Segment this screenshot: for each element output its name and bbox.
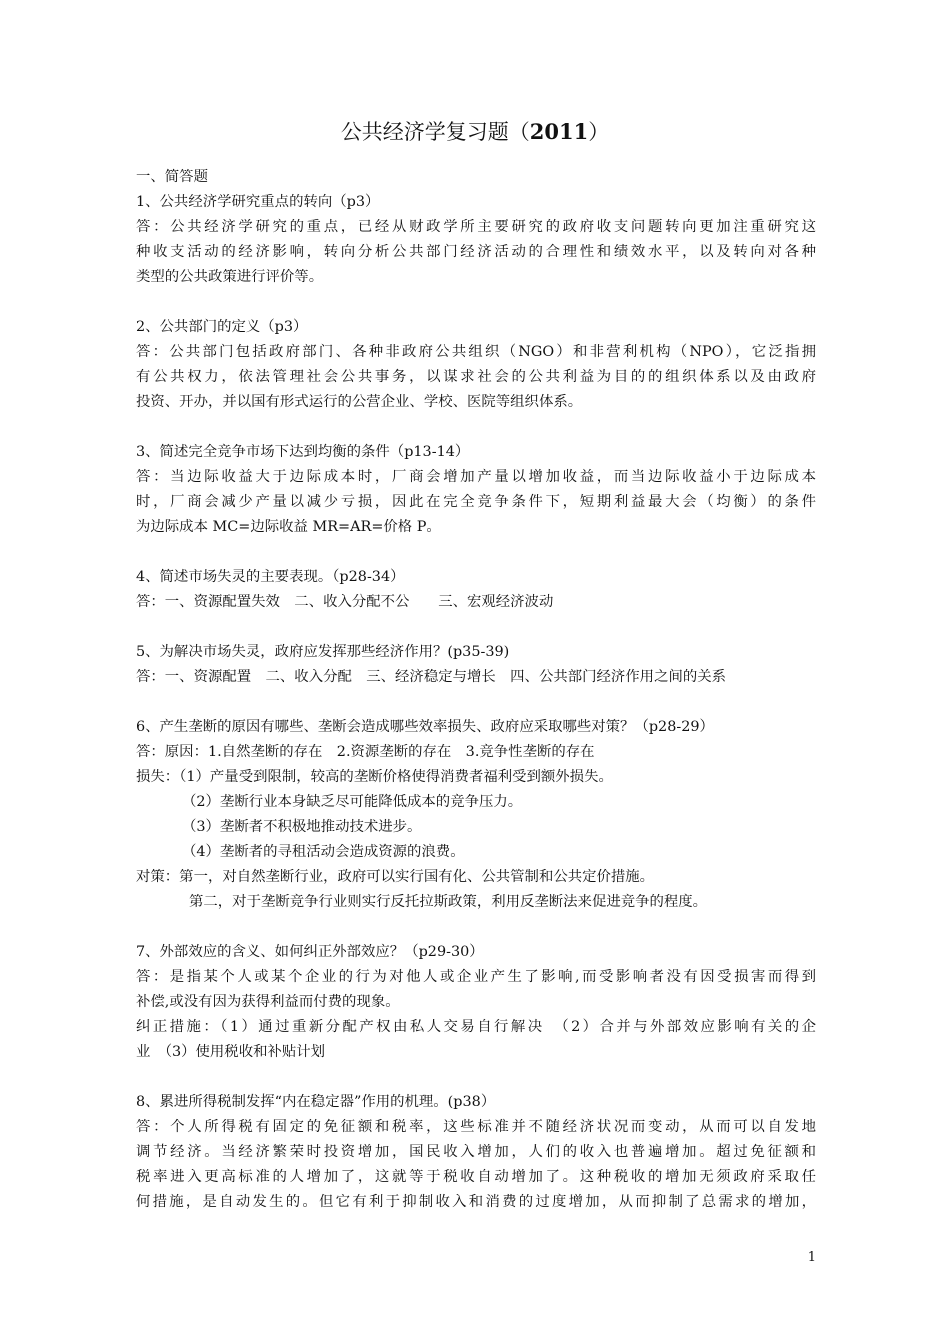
answer-8-line-4: 何措施，是自动发生的。但它有利于抑制收入和消费的过度增加，从而抑制了总需求的增加，: [136, 1194, 816, 1210]
answer-6-measure-1: 对策：第一，对自然垄断行业，政府可以实行国有化、公共管制和公共定价措施。: [136, 869, 655, 885]
title-suffix: ）: [588, 120, 610, 144]
paragraph-gap: [136, 290, 816, 315]
answer-7-line-2: 补偿,或没有因为获得利益而付费的现象。: [136, 994, 400, 1010]
title-year: 2011: [529, 119, 589, 144]
title-prefix: 公共经济学复习题（: [340, 120, 530, 144]
answer-6-loss-1: 损失：（1）产量受到限制，较高的垄断价格使得消费者福利受到额外损失。: [136, 769, 613, 785]
section-heading: 一、简答题: [136, 169, 208, 185]
answer-6-loss-4: （4）垄断者的寻租活动会造成资源的浪费。: [182, 844, 465, 860]
paragraph-gap: [136, 415, 816, 440]
answer-1-line-1: 答：公共经济学研究的重点，已经从财政学所主要研究的政府收支问题转向更加注重研究这: [136, 219, 816, 235]
answer-7-line-3: 纠正措施：（1）通过重新分配产权由私人交易自行解决 （2）合并与外部效应影响有关的企: [136, 1019, 816, 1035]
answer-8-line-1: 答：个人所得税有固定的免征额和税率，这些标准并不随经济状况而变动，从而可以自发地: [136, 1119, 816, 1135]
answer-5-line-1: 答：一、资源配置 二、收入分配 三、经济稳定与增长 四、公共部门经济作用之间的关系: [136, 669, 727, 685]
answer-2-line-3: 投资、开办，并以国有形式运行的公营企业、学校、医院等组织体系。: [136, 394, 583, 410]
answer-1-line-3: 类型的公共政策进行评价等。: [136, 269, 324, 285]
question-7-heading: 7、外部效应的含义、如何纠正外部效应？（p29-30）: [136, 944, 484, 960]
question-2-heading: 2、公共部门的定义（p3）: [136, 319, 308, 335]
document-body: [136, 165, 816, 1215]
answer-6-causes: 答：原因：1.自然垄断的存在 2.资源垄断的存在 3.竞争性垄断的存在: [136, 744, 595, 760]
answer-3-line-3: 为边际成本 MC=边际收益 MR=AR=价格 P。: [136, 519, 441, 535]
answer-8-line-2: 调节经济。当经济繁荣时投资增加，国民收入增加，人们的收入也普遍增加。超过免征额和: [136, 1144, 816, 1160]
answer-2-line-2: 有公共权力，依法管理社会公共事务，以谋求社会的公共利益为目的的组织体系以及由政府: [136, 369, 816, 385]
question-1-heading: 1、公共经济学研究重点的转向（p3）: [136, 194, 380, 210]
answer-6-loss-3: （3）垄断者不积极地推动技术进步。: [182, 819, 422, 835]
paragraph-gap: [136, 690, 816, 715]
question-4-heading: 4、简述市场失灵的主要表现。（p28-34）: [136, 569, 405, 585]
paragraph-gap: [136, 1065, 816, 1090]
answer-2-line-1: 答：公共部门包括政府部门、各种非政府公共组织（NGO）和非营利机构（NPO），它泛指拥: [136, 344, 816, 360]
paragraph-gap: [136, 915, 816, 940]
answer-7-line-1: 答：是指某个人或某个企业的行为对他人或企业产生了影响,而受影响者没有因受损害而得到: [136, 969, 816, 985]
question-3-heading: 3、简述完全竞争市场下达到均衡的条件（p13-14）: [136, 444, 470, 460]
answer-6-measure-2: 第二，对于垄断竞争行业则实行反托拉斯政策，利用反垄断法来促进竞争的程度。: [189, 894, 708, 910]
answer-8-line-3: 税率进入更高标准的人增加了，这就等于税收自动增加了。这种税收的增加无须政府采取任: [136, 1169, 816, 1185]
document-title: [0, 117, 950, 147]
question-6-heading: 6、产生垄断的原因有哪些、垄断会造成哪些效率损失、政府应采取哪些对策？（p28-29）: [136, 719, 714, 735]
answer-1-line-2: 种收支活动的经济影响，转向分析公共部门经济活动的合理性和绩效水平，以及转向对各种: [136, 244, 816, 260]
answer-7-line-4: 业 （3）使用税收和补贴计划: [136, 1044, 326, 1060]
paragraph-gap: [136, 615, 816, 640]
answer-4-line-1: 答：一、资源配置失效 二、收入分配不公 三、宏观经济波动: [136, 594, 554, 610]
answer-6-loss-2: （2）垄断行业本身缺乏尽可能降低成本的竞争压力。: [182, 794, 523, 810]
question-8-heading: 8、累进所得税制发挥“内在稳定器”作用的机理。(p38）: [136, 1094, 496, 1110]
page-number: 1: [807, 1250, 816, 1265]
answer-3-line-2: 时，厂商会减少产量以减少亏损，因此在完全竞争条件下，短期利益最大会（均衡）的条件: [136, 494, 816, 510]
question-5-heading: 5、为解决市场失灵，政府应发挥那些经济作用？(p35-39): [136, 644, 510, 660]
answer-3-line-1: 答：当边际收益大于边际成本时，厂商会增加产量以增加收益，而当边际收益小于边际成本: [136, 469, 816, 485]
paragraph-gap: [136, 540, 816, 565]
